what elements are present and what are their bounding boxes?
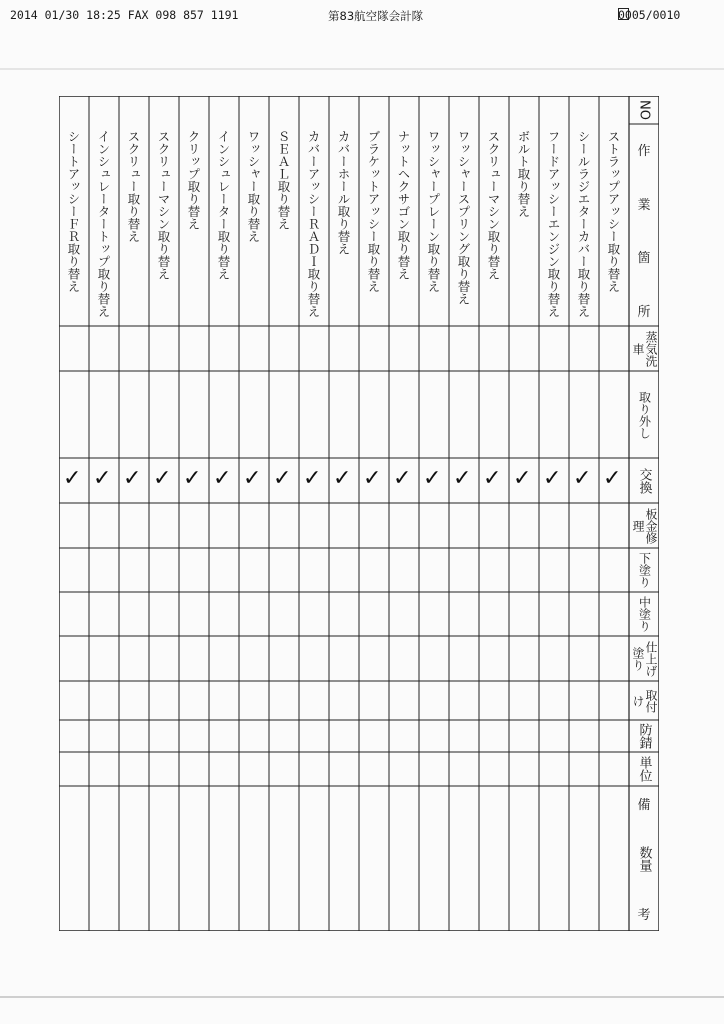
row-work-item: シールラジエターカバー取り替え [576,130,591,318]
row-exchange-check: ✓ [243,466,262,491]
header-no: NO [636,100,652,120]
row-exchange-check: ✓ [183,466,202,491]
row-exchange-check: ✓ [93,466,112,491]
header-column: 蒸気洗車 [631,330,658,367]
header-column: 交換 [636,467,652,494]
scan-artifact-line [0,68,724,70]
row-exchange-check: ✓ [603,466,622,491]
row-work-item: ブラケットアッシー取り替え [366,130,381,293]
row-exchange-check: ✓ [483,466,502,491]
fax-sender-name: 第83航空隊会計隊 [328,9,424,23]
row-work-item: スクリュー取り替え [126,130,141,243]
row-exchange-check: ✓ [123,466,142,491]
row-exchange-check: ✓ [153,466,172,491]
header-work-location-char: 業 [637,197,651,213]
row-exchange-check: ✓ [543,466,562,491]
row-exchange-check: ✓ [573,466,592,491]
header-column: 板金修理 [631,507,658,544]
row-work-item: ＳＥＡＬ取り替え [276,130,291,230]
row-work-item: インシュレータートップ取り替え [96,130,111,318]
work-item-table [59,96,659,931]
header-column: 取付け [631,688,658,713]
row-work-item: クリップ取り替え [186,130,201,230]
row-exchange-check: ✓ [363,466,382,491]
row-exchange-check: ✓ [273,466,292,491]
row-exchange-check: ✓ [333,466,352,491]
row-work-item: スクリューマシン取り替え [486,130,501,280]
row-work-item: ストラップアッシー取り替え [606,130,621,293]
header-column: 数量 [636,845,652,872]
row-exchange-check: ✓ [303,466,322,491]
header-work-location [629,140,659,320]
row-exchange-check: ✓ [423,466,442,491]
row-work-item: フードアッシーエンジン取り替え [546,130,561,318]
header-column: 単位 [636,756,652,782]
row-exchange-check: ✓ [63,466,82,491]
header-column: 中塗り [637,596,652,632]
header-notes-char: 考 [637,908,651,923]
row-exchange-check: ✓ [213,466,232,491]
row-work-item: シートアッシーＦＲ取り替え [66,130,81,293]
row-work-item: カバーホール取り替え [336,130,351,255]
header-column: 仕上げ塗り [631,640,658,677]
fax-header [0,8,724,26]
fax-page-number: 0005/0010 [618,8,681,22]
header-work-location-char: 所 [637,304,651,320]
row-work-item: ワッシャープレーン取り替え [426,130,441,293]
row-work-item: ワッシャー取り替え [246,130,261,243]
fax-transmission-info: 2014 01/30 18:25 FAX 098 857 1191 [10,8,239,22]
header-column: 取り外し [637,390,652,439]
header-column: 下塗り [637,552,652,588]
header-work-location-char: 作 [637,144,651,159]
header-work-location-char: 箇 [637,251,651,267]
scan-artifact-line [0,996,724,998]
row-work-item: ボルト取り替え [516,130,531,218]
row-work-item: スクリューマシン取り替え [156,130,171,280]
row-exchange-check: ✓ [453,466,472,491]
table-grid [59,96,659,931]
header-notes-char: 備 [637,798,651,813]
header-column: 防錆 [636,723,652,749]
row-work-item: ナットヘクサゴン取り替え [396,130,411,280]
row-work-item: カバーアッシーＲＡＤＩ取り替え [306,130,321,318]
row-exchange-check: ✓ [513,466,532,491]
row-exchange-check: ✓ [393,466,412,491]
header-notes [629,794,659,923]
row-work-item: インシュレーター取り替え [216,130,231,280]
row-work-item: ワッシャースプリング取り替え [456,130,471,305]
